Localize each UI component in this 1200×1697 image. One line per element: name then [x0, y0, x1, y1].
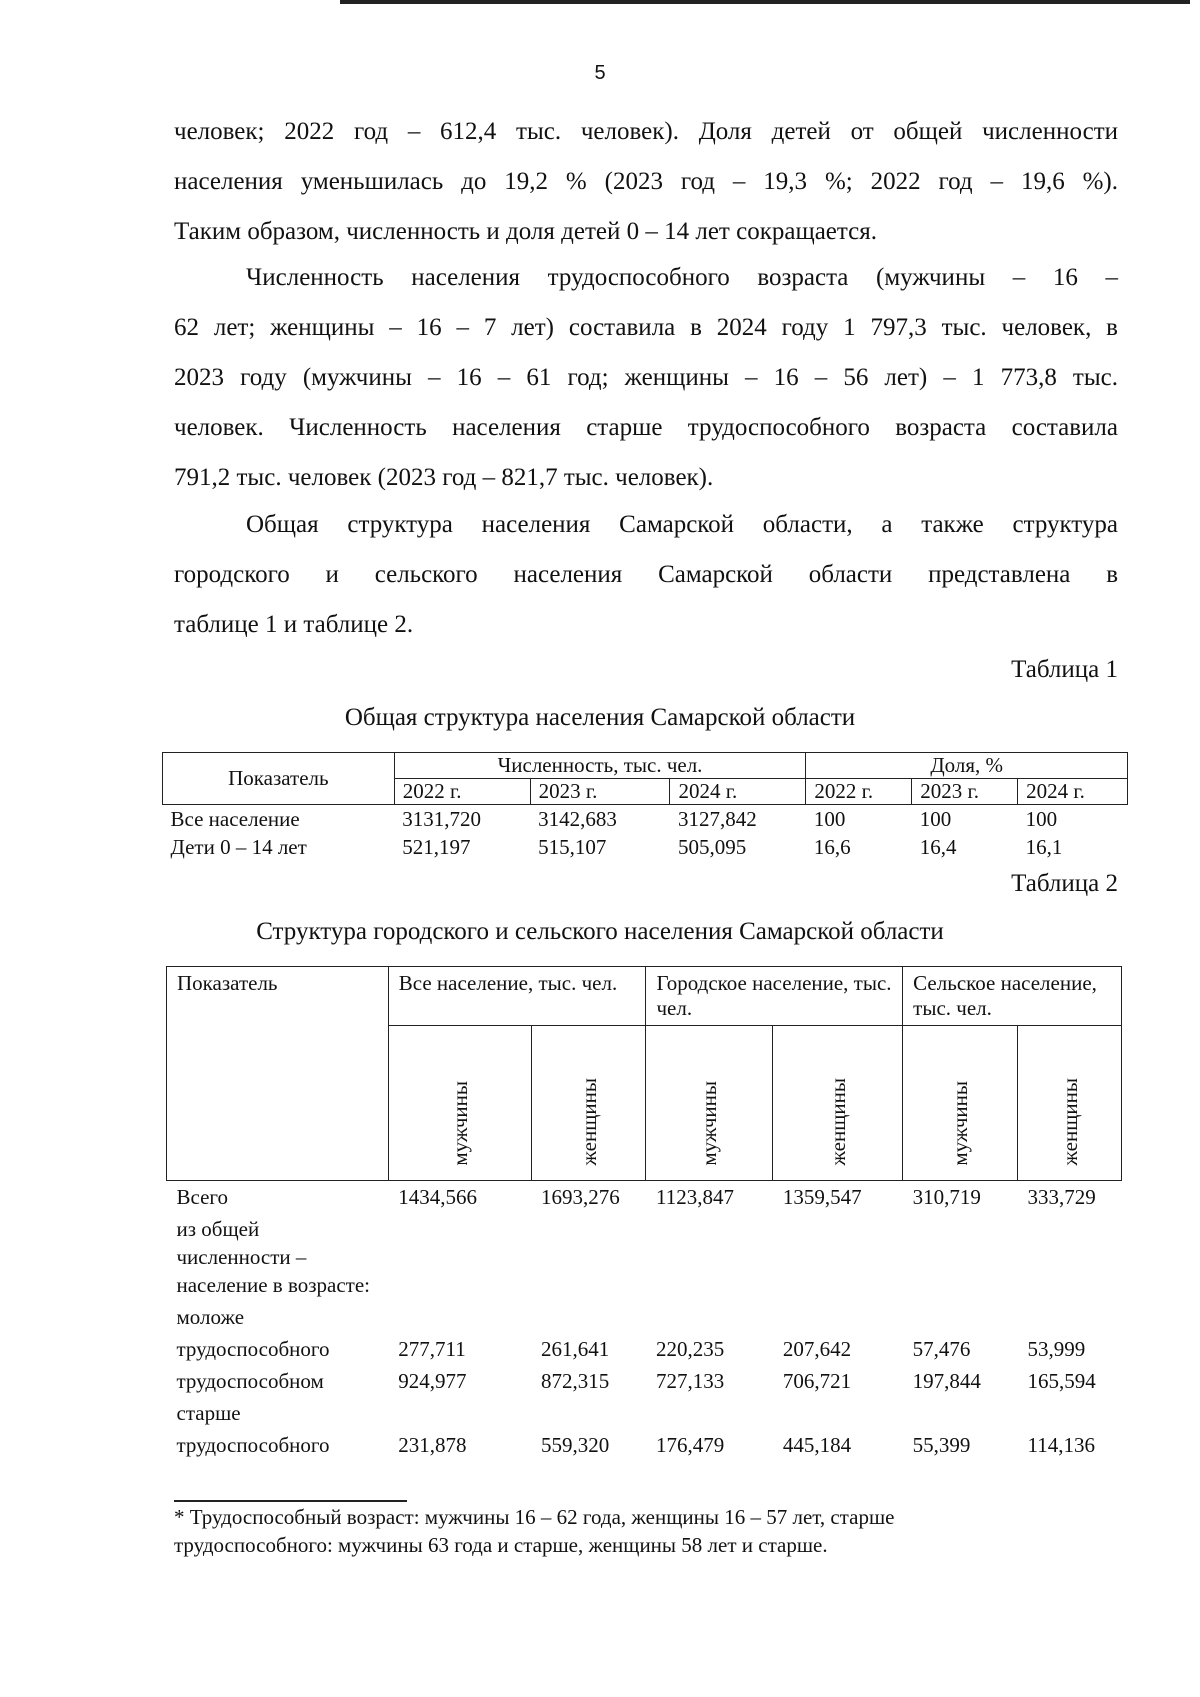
- table-cell: [388, 1301, 531, 1333]
- table-row: [167, 1397, 1122, 1429]
- footnote-line: трудоспособного: мужчины 63 года и старше, женщины 58 лет и старше.: [174, 1533, 828, 1557]
- sub-header-label: мужчины: [948, 1081, 973, 1166]
- footnote: [174, 1503, 1074, 1559]
- table2-sub-header: [903, 1026, 1018, 1181]
- table-cell: [1018, 1397, 1122, 1429]
- sub-header-label: мужчины: [697, 1081, 722, 1166]
- table2-sub-header: [388, 1026, 531, 1181]
- table-row: [167, 1333, 1122, 1365]
- row-label: трудоспособном: [176, 1369, 324, 1393]
- table-cell: 16,4: [919, 835, 957, 859]
- table-cell: [1018, 1213, 1122, 1301]
- row-label: старше: [176, 1401, 241, 1425]
- table-cell: 505,095: [677, 835, 747, 859]
- table-cell: 207,642: [782, 1337, 852, 1361]
- table-cell: 1123,847: [655, 1185, 734, 1209]
- table-cell: 220,235: [655, 1337, 725, 1361]
- table-cell: 100: [813, 807, 846, 831]
- table1-year-header: 2023 г.: [912, 779, 1018, 805]
- table-cell: 16,1: [1025, 835, 1063, 859]
- table-cell: [773, 1397, 903, 1429]
- paragraph-2: [174, 253, 1118, 503]
- table-cell: 515,107: [538, 835, 607, 859]
- sub-header-label: женщины: [825, 1078, 850, 1166]
- table-row: [167, 1301, 1122, 1333]
- paragraph-line: Численность населения трудоспособного возраста (мужчины – 16 –: [246, 264, 1118, 291]
- table2-header-rural: Сельское население, тыс. чел.: [903, 967, 1122, 1026]
- footnote-separator: [174, 1500, 407, 1502]
- table1-title: Общая структура населения Самарской области: [344, 704, 856, 731]
- table-cell: [1018, 1301, 1122, 1333]
- table-cell: 310,719: [912, 1185, 981, 1209]
- table1-year-header: 2022 г.: [394, 779, 530, 805]
- table-cell: 57,476: [912, 1337, 971, 1361]
- table1-year-header: 2023 г.: [530, 779, 670, 805]
- table2-title: Структура городского и сельского населения Самарской области: [256, 918, 944, 945]
- table-cell: 3142,683: [538, 807, 617, 831]
- table-cell: 165,594: [1027, 1369, 1096, 1393]
- sub-header-label: женщины: [1057, 1078, 1082, 1166]
- table-row: [163, 805, 1128, 834]
- table-cell: 872,315: [541, 1369, 610, 1393]
- table-cell: [903, 1301, 1018, 1333]
- sub-header-label: мужчины: [447, 1081, 472, 1166]
- table-cell: [773, 1213, 903, 1301]
- table-cell: 445,184: [782, 1433, 852, 1457]
- table-cell: Все население: [170, 807, 300, 831]
- table-cell: [531, 1301, 646, 1333]
- table1-header-count: Численность, тыс. чел.: [394, 753, 806, 779]
- table-cell: [531, 1213, 646, 1301]
- table1-header-indicator: Показатель: [163, 753, 395, 805]
- table2: [166, 966, 1122, 1461]
- table-cell: 197,844: [912, 1369, 981, 1393]
- top-border-line: [340, 0, 1190, 4]
- table-cell: 100: [919, 807, 952, 831]
- table-row: [167, 1429, 1122, 1461]
- paragraph-line: Общая структура населения Самарской области, а также структура: [246, 511, 1118, 538]
- paragraph-line: человек. Численность населения старше трудоспособного возраста составила: [174, 414, 1118, 441]
- paragraph-line: Таким образом, численность и доля детей 0 – 14 лет сокращается.: [174, 218, 877, 245]
- row-label: моложе: [176, 1305, 245, 1329]
- table1-year-header: 2024 г.: [1018, 779, 1128, 805]
- table1: [162, 752, 1128, 861]
- table-cell: [903, 1397, 1018, 1429]
- table2-sub-header: [646, 1026, 773, 1181]
- table-cell: [773, 1301, 903, 1333]
- page-number: 5: [594, 62, 606, 84]
- paragraph-1: [174, 107, 1118, 257]
- table-cell: 261,641: [541, 1337, 610, 1361]
- footnote-line: * Трудоспособный возраст: мужчины 16 – 62 года, женщины 16 – 57 лет, старше: [174, 1505, 895, 1529]
- table-cell: [646, 1397, 773, 1429]
- table-cell: 231,878: [398, 1433, 467, 1457]
- table-cell: 559,320: [541, 1433, 610, 1457]
- table-cell: 727,133: [655, 1369, 725, 1393]
- paragraph-line: 62 лет; женщины – 16 – 7 лет) составила в 2024 году 1 797,3 тыс. человек, в: [174, 314, 1118, 341]
- table-cell: [646, 1213, 773, 1301]
- table-cell: 333,729: [1027, 1185, 1096, 1209]
- table-row: [167, 1213, 1122, 1301]
- table-cell: 1693,276: [541, 1185, 620, 1209]
- table2-sub-header: [531, 1026, 646, 1181]
- paragraph-3: [174, 500, 1118, 650]
- table-cell: 277,711: [398, 1337, 466, 1361]
- table-cell: 706,721: [782, 1369, 852, 1393]
- table1-year-header: 2024 г.: [670, 779, 806, 805]
- paragraph-line: 2023 году (мужчины – 16 – 61 год; женщины – 16 – 56 лет) – 1 773,8 тыс.: [174, 364, 1118, 391]
- table2-sub-header: [773, 1026, 903, 1181]
- row-label: Всего: [176, 1185, 228, 1209]
- table2-header-indicator: Показатель: [167, 967, 389, 1181]
- table-cell: 1434,566: [398, 1185, 478, 1209]
- table-cell: [646, 1301, 773, 1333]
- row-label: из общей численности – население в возрасте:: [176, 1217, 371, 1297]
- paragraph-line: городского и сельского населения Самарской области представлена в: [174, 561, 1118, 588]
- table-cell: 16,6: [813, 835, 851, 859]
- table-cell: [388, 1213, 531, 1301]
- table-row: [163, 833, 1128, 861]
- table-cell: [388, 1397, 531, 1429]
- table2-sub-header: [1018, 1026, 1122, 1181]
- table-cell: Дети 0 – 14 лет: [170, 835, 307, 859]
- table1-year-header: 2022 г.: [806, 779, 912, 805]
- table-cell: 100: [1025, 807, 1058, 831]
- paragraph-line: таблице 1 и таблице 2.: [174, 611, 414, 638]
- sub-header-label: женщины: [576, 1078, 601, 1166]
- row-label: трудоспособного: [176, 1337, 330, 1361]
- table-cell: 521,197: [402, 835, 471, 859]
- paragraph-line: человек; 2022 год – 612,4 тыс. человек). Доля детей от общей численности: [174, 118, 1118, 145]
- table-row: [167, 1365, 1122, 1397]
- table-cell: 53,999: [1027, 1337, 1086, 1361]
- table-row: [167, 1181, 1122, 1214]
- table-cell: 3127,842: [677, 807, 757, 831]
- table-cell: 924,977: [398, 1369, 467, 1393]
- table1-header-share: Доля, %: [806, 753, 1128, 779]
- table-cell: 176,479: [655, 1433, 725, 1457]
- paragraph-line: 791,2 тыс. человек (2023 год – 821,7 тыс. человек).: [174, 464, 714, 491]
- table-cell: 3131,720: [402, 807, 481, 831]
- table1-label: Таблица 1: [1011, 656, 1118, 683]
- paragraph-line: населения уменьшилась до 19,2 % (2023 год – 19,3 %; 2022 год – 19,6 %).: [174, 168, 1118, 195]
- table2-header-urban: Городское население, тыс. чел.: [646, 967, 903, 1026]
- table-cell: 1359,547: [782, 1185, 862, 1209]
- table-cell: 55,399: [912, 1433, 971, 1457]
- table-cell: [531, 1397, 646, 1429]
- row-label: трудоспособного: [176, 1433, 330, 1457]
- table2-header-all: Все население, тыс. чел.: [388, 967, 646, 1026]
- table-cell: [903, 1213, 1018, 1301]
- table2-label: Таблица 2: [1011, 870, 1118, 897]
- table-cell: 114,136: [1027, 1433, 1096, 1457]
